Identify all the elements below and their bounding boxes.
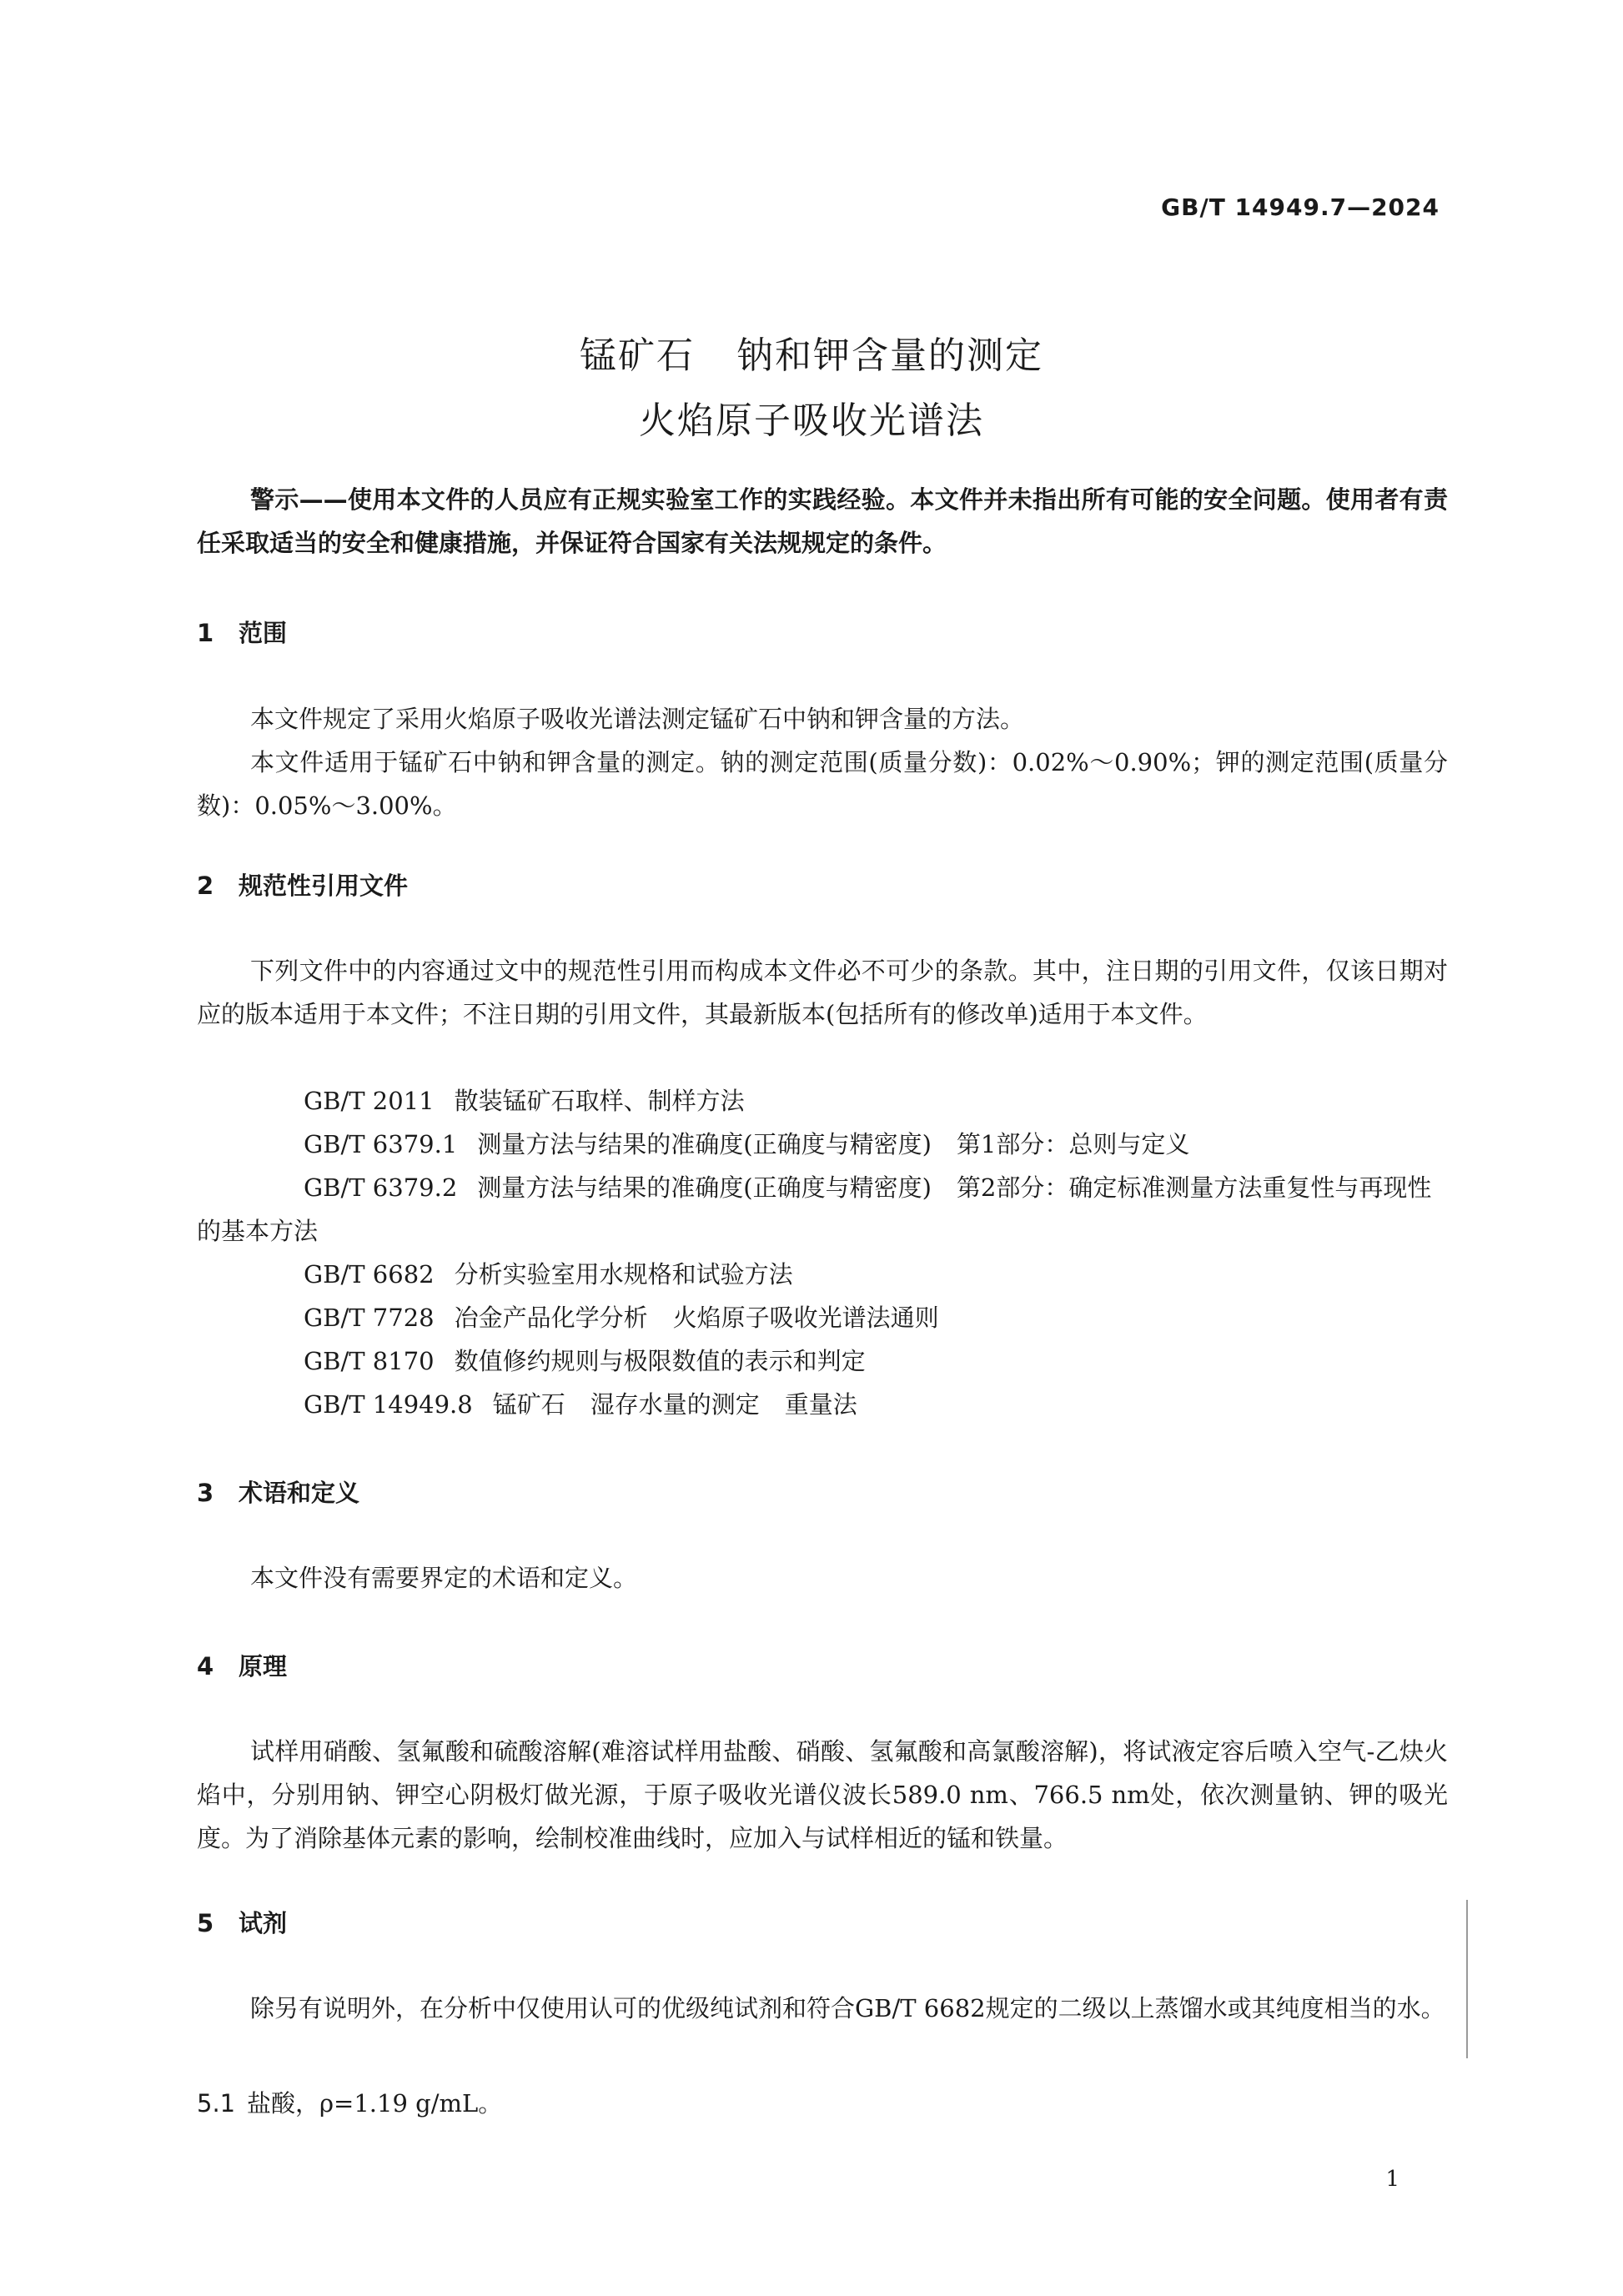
section-number: 4 [197,1652,214,1681]
section-heading-1 [197,615,287,649]
reference-code: GB/T 14949.8 [304,1390,473,1419]
section-title: 规范性引用文件 [239,872,409,900]
section-number: 2 [197,872,214,900]
reference-part: 火焰原子吸收光谱法通则 [672,1304,939,1332]
reference-item [197,1079,1448,1123]
reference-item [197,1253,1448,1296]
reference-item [197,1296,1448,1339]
section-heading-4 [197,1648,287,1682]
reference-item [197,1383,1448,1426]
reference-code: GB/T 8170 [304,1347,435,1375]
reference-part: 第1部分：总则与定义 [956,1130,1190,1158]
reference-item [197,1123,1448,1166]
reference-item [197,1339,1448,1383]
page-number: 1 [1385,2167,1399,2192]
title-line-1 [0,324,1623,389]
reference-code: GB/T 2011 [304,1087,435,1115]
revision-margin-line [1466,1900,1468,2058]
section-title: 范围 [239,619,288,647]
clause-text: 盐酸，ρ=1.19 g/mL。 [247,2089,503,2118]
reference-part: 湿存水量的测定 [590,1390,760,1419]
title-line-1-main: 锰矿石 [580,334,695,377]
paragraph-scope-2: 本文件适用于锰矿石中钠和钾含量的测定。钠的测定范围(质量分数)：0.02%～0.90%；钾的测定范围(质量分数)：0.05%～3.00%。 [197,748,1448,820]
reference-title: 冶金产品化学分析 [454,1304,648,1332]
section-title: 原理 [239,1652,288,1681]
section-number: 3 [197,1479,214,1507]
clause-5-1 [197,2085,502,2119]
standard-code: GB/T 14949.7—2024 [1161,193,1440,221]
reference-code: GB/T 6682 [304,1260,435,1289]
section-title: 术语和定义 [239,1479,360,1507]
paragraph-reagents: 除另有说明外，在分析中仅使用认可的优级纯试剂和符合GB/T 6682规定的二级以上蒸馏水或其纯度相当的水。 [250,1994,1445,2022]
reference-title: 锰矿石 [492,1390,565,1419]
reference-title: 数值修约规则与极限数值的表示和判定 [454,1347,866,1375]
section-heading-2 [197,867,408,902]
reference-code: GB/T 6379.1 [304,1130,458,1158]
section-heading-3 [197,1475,359,1509]
reference-part-2: 重量法 [784,1390,857,1419]
reference-item [197,1166,1448,1253]
section-heading-5 [197,1905,287,1939]
reference-title: 测量方法与结果的准确度(正确度与精密度) [477,1130,932,1158]
safety-warning: 警示——使用本文件的人员应有正规实验室工作的实践经验。本文件并未指出所有可能的安全问题。使用者有责任采取适当的安全和健康措施，并保证符合国家有关法规规定的条件。 [197,485,1448,557]
paragraph-scope-1: 本文件规定了采用火焰原子吸收光谱法测定锰矿石中钠和钾含量的方法。 [250,705,1025,733]
section-title: 试剂 [239,1909,288,1937]
section-number: 5 [197,1909,214,1937]
document-title [0,324,1623,454]
clause-number: 5.1 [197,2089,236,2118]
reference-code: GB/T 6379.2 [304,1173,458,1202]
reference-part: 第2部分：确定标准测量方法重复性与再现性的基本方法 [197,1173,1432,1245]
title-line-1-sub: 钠和钾含量的测定 [736,334,1043,377]
paragraph-references-intro: 下列文件中的内容通过文中的规范性引用而构成本文件必不可少的条款。其中，注日期的引用文件，仅该日期对应的版本适用于本文件；不注日期的引用文件，其最新版本(包括所有的修改单)适用于本文件。 [197,957,1448,1028]
reference-code: GB/T 7728 [304,1304,435,1332]
paragraph-principle: 试样用硝酸、氢氟酸和硫酸溶解(难溶试样用盐酸、硝酸、氢氟酸和高氯酸溶解)，将试液定容后喷入空气-乙炔火焰中，分别用钠、钾空心阴极灯做光源，于原子吸收光谱仪波长589.0 nm、766.5 nm处，依次测量钠、钾的吸光度。为了消除基体元素的影响，绘制校准曲线时，应加入与试样相近的锰和铁量。 [197,1737,1448,1852]
title-line-2: 火焰原子吸收光谱法 [639,399,984,442]
paragraph-terms: 本文件没有需要界定的术语和定义。 [250,1564,638,1592]
reference-title: 测量方法与结果的准确度(正确度与精密度) [477,1173,932,1202]
reference-title: 散装锰矿石取样、制样方法 [454,1087,745,1115]
reference-title: 分析实验室用水规格和试验方法 [454,1260,793,1289]
section-number: 1 [197,619,214,647]
